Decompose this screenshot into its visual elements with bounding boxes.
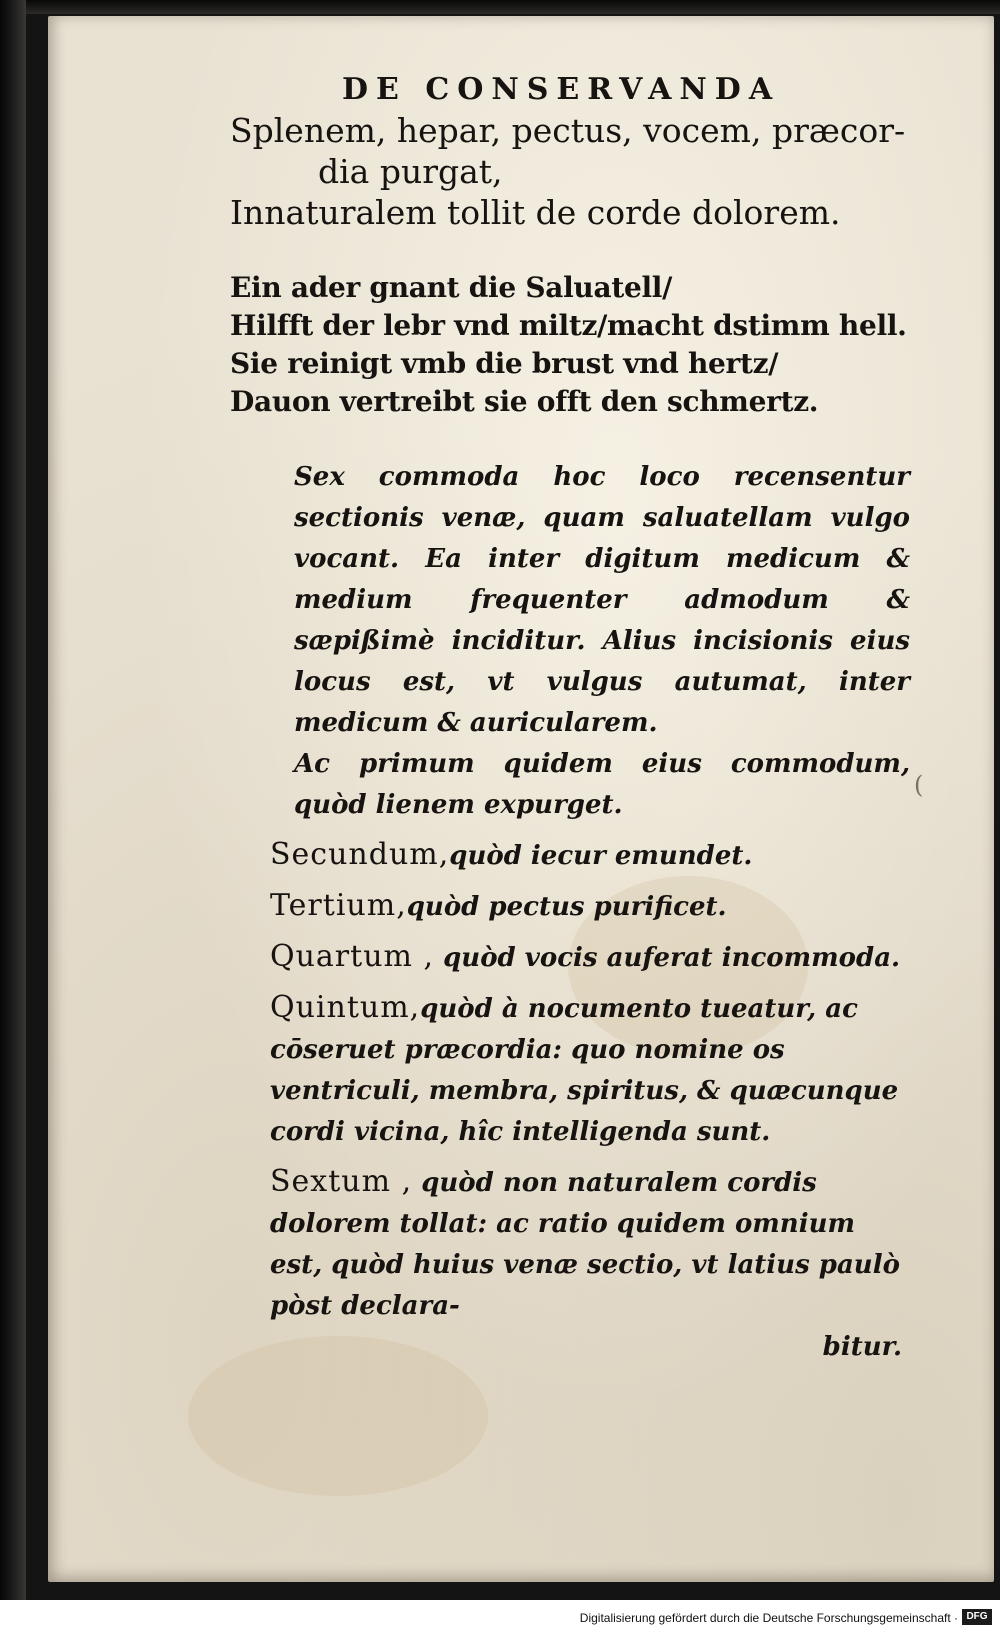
commentary-ac: Ac bbox=[294, 749, 331, 779]
item-ordinal: Secundum, bbox=[270, 837, 450, 872]
item-ordinal: Quartum , bbox=[270, 939, 435, 974]
commoda-list bbox=[230, 834, 910, 1368]
item-ordinal: Quintum, bbox=[270, 990, 421, 1025]
dfg-logo: DFG bbox=[962, 1609, 992, 1625]
german-line: Dauon vertreibt sie offt den schmertz. bbox=[230, 385, 819, 418]
list-item bbox=[230, 987, 910, 1153]
commentary-text: primum quidem eius commodum, quòd lienem expurget. bbox=[294, 749, 910, 820]
verse-line: dia purgat, bbox=[318, 152, 503, 191]
commentary-paragraph: Sex commoda hoc loco recensentur sectionis venæ, quam saluatellam vulgo vocant. Ea inter digitum medicum & medium frequenter admodum & sæpißimè inciditur. Alius incisionis eius locus est, vt vulgus autumat, inter medicum & auricularem. bbox=[294, 462, 910, 738]
margin-mark: ( bbox=[914, 771, 924, 799]
page-text bbox=[230, 70, 910, 1368]
german-verse bbox=[230, 269, 910, 421]
item-ordinal: Sextum , bbox=[270, 1164, 413, 1199]
book-spine bbox=[0, 0, 26, 1600]
verse-line: Splenem, hepar, pectus, vocem, præcor- bbox=[230, 111, 906, 150]
commentary-paragraph bbox=[230, 744, 910, 826]
item-text: quòd iecur emundet. bbox=[449, 841, 753, 871]
german-line: Sie reinigt vmb die brust vnd hertz/ bbox=[230, 347, 779, 380]
top-edge bbox=[26, 0, 1000, 14]
item-ordinal: Tertium, bbox=[270, 888, 407, 923]
running-head: DE CONSERVANDA bbox=[342, 72, 781, 107]
item-text: quòd vocis auferat incommoda. bbox=[443, 943, 901, 973]
verse-line: Innaturalem tollit de corde dolorem. bbox=[230, 193, 841, 232]
item-text: quòd pectus purificet. bbox=[406, 892, 727, 922]
list-item bbox=[230, 834, 910, 877]
funding-credit: Digitalisierung gefördert durch die Deutsche Forschungsgemeinschaft · bbox=[579, 1611, 958, 1625]
end-word: bitur. bbox=[822, 1332, 902, 1362]
item-text: quòd non naturalem cordis dolorem tollat: ac ratio quidem omnium est, quòd huius venæ sectio, vt latius paulò pòst declara- bbox=[270, 1168, 900, 1321]
list-item bbox=[230, 1161, 910, 1327]
list-item bbox=[230, 885, 910, 928]
commentary bbox=[230, 457, 910, 826]
list-item bbox=[230, 936, 910, 979]
german-line: Ein ader gnant die Saluatell/ bbox=[230, 271, 673, 304]
german-line: Hilfft der lebr vnd miltz/macht dstimm hell. bbox=[230, 309, 907, 342]
item-text: quòd à nocumento tueatur, ac cōseruet præcordia: quo nomine os ventriculi, membra, spiritus, & quæcunque cordi vicina, hîc intelligenda sunt. bbox=[270, 994, 899, 1147]
latin-verse bbox=[230, 110, 910, 233]
